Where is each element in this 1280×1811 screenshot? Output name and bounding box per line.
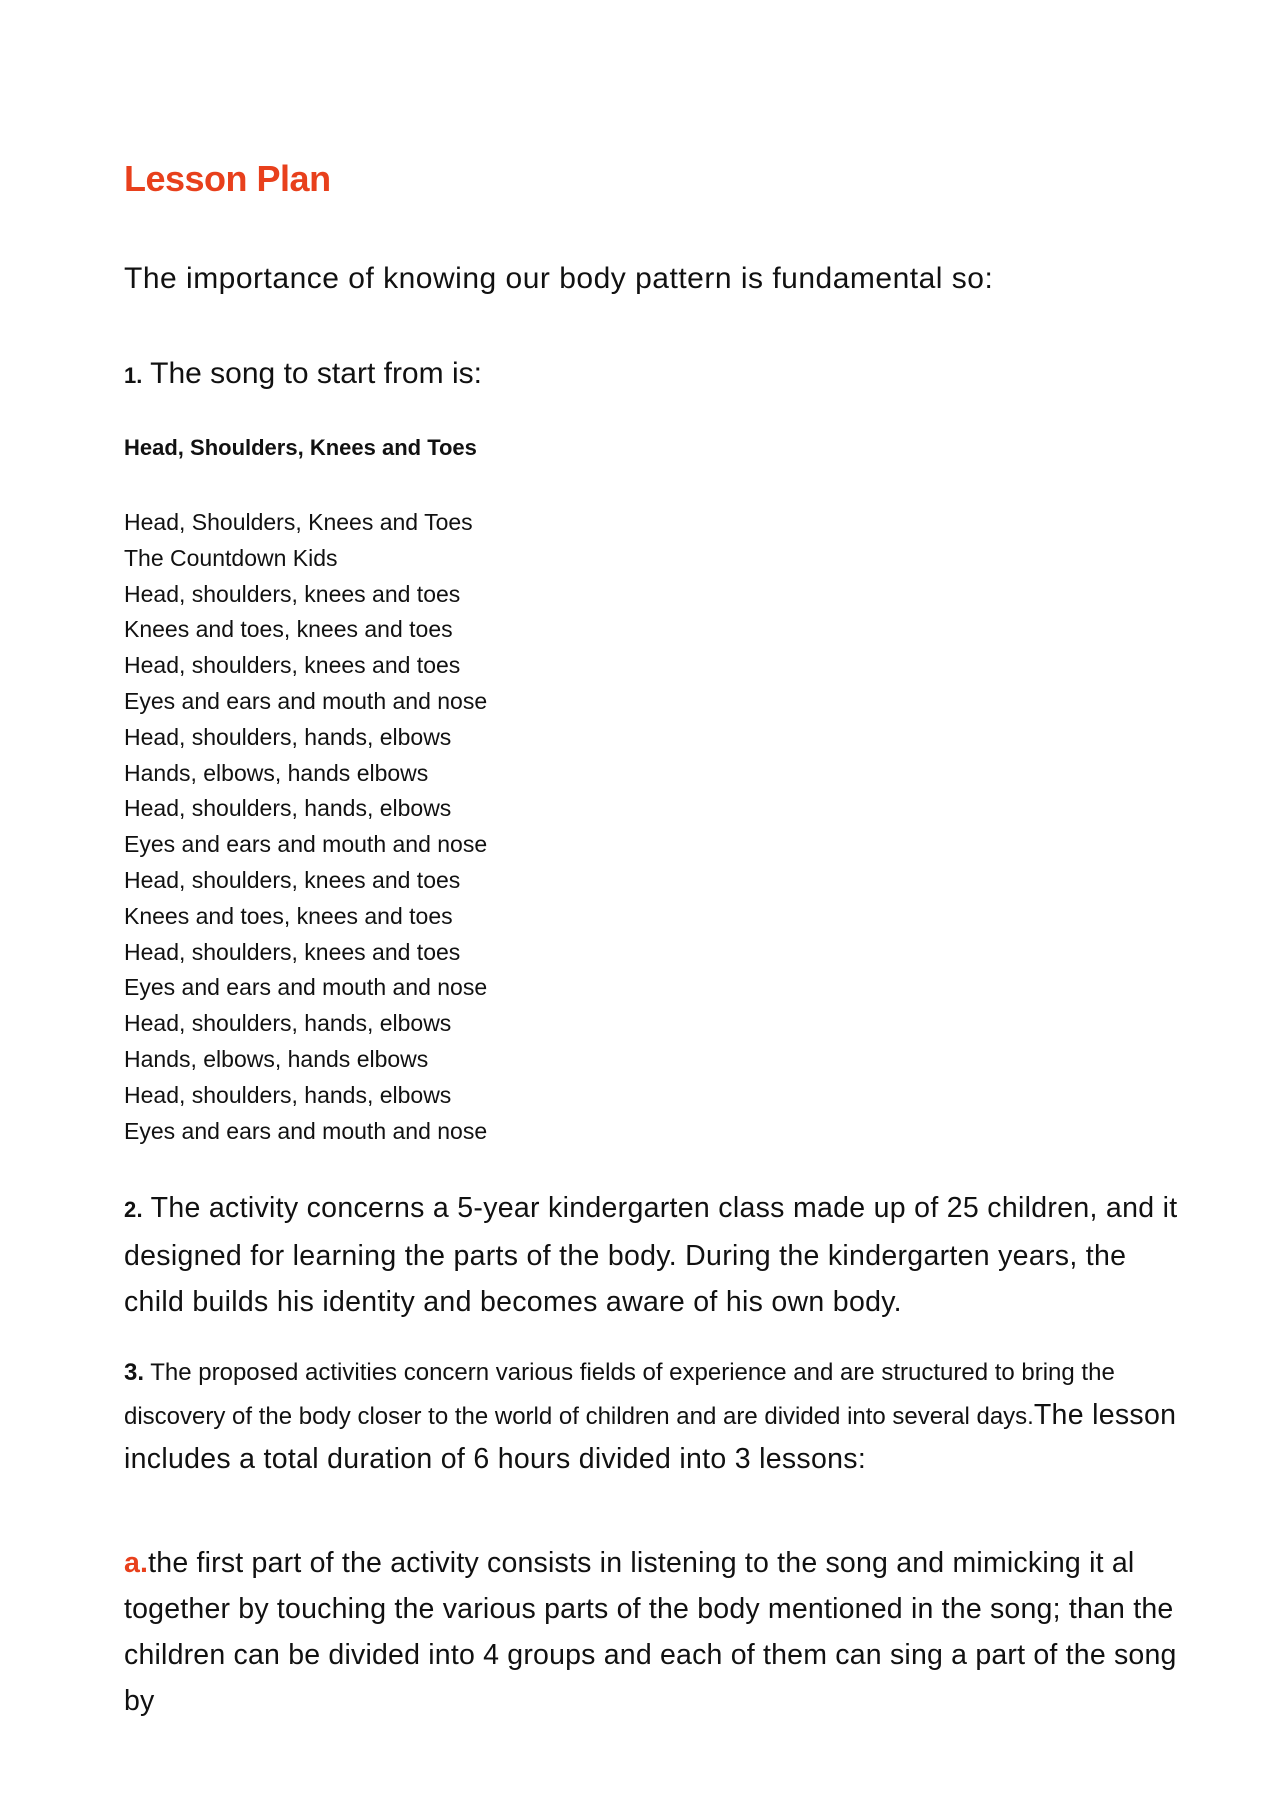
item-1 (124, 357, 482, 391)
lyric-line: Eyes and ears and mouth and nose (124, 974, 488, 1001)
lyric-line: Head, shoulders, hands, elbows (124, 795, 452, 822)
item-2 (124, 1185, 1184, 1325)
lyric-line: Eyes and ears and mouth and nose (124, 687, 488, 714)
item-3-text-large: The lesson includes a total duration of 6 hours divided into 3 lessons: (124, 1399, 1177, 1475)
lyric-line: Hands, elbows, hands elbows (124, 759, 429, 786)
item-3-text-small: The proposed activities concern various fields of experience and are structured to bring the discovery of the body closer to the world of children and are divided into several days. (124, 1359, 1115, 1430)
lyric-line: Knees and toes, knees and toes (124, 902, 453, 929)
item-1-text: The song to start from is: (150, 357, 482, 390)
lyric-line: Knees and toes, knees and toes (124, 616, 453, 643)
lyric-line: Head, Shoulders, Knees and Toes (124, 509, 473, 535)
lyric-line: Eyes and ears and mouth and nose (124, 1117, 488, 1144)
lyric-line: The Countdown Kids (124, 544, 338, 571)
lyric-line: Head, shoulders, knees and toes (124, 938, 461, 965)
lyric-line: Head, shoulders, hands, elbows (124, 1081, 452, 1108)
intro-paragraph: The importance of knowing our body pattern is fundamental so: (124, 262, 994, 295)
item-3-number: 3. (124, 1359, 145, 1386)
lyric-line: Hands, elbows, hands elbows (124, 1045, 429, 1072)
lyric-line: Head, shoulders, knees and toes (124, 866, 461, 893)
lyric-line: Head, shoulders, knees and toes (124, 580, 461, 607)
item-a (124, 1540, 1184, 1724)
lyric-line: Head, shoulders, hands, elbows (124, 723, 452, 750)
item-a-text: the first part of the activity consists in listening to the song and mimicking it al together by touching the various parts of the body mentioned in the song; than the children can be divided into 4 groups and each of them can sing a part of the song by (124, 1547, 1177, 1717)
item-3 (124, 1352, 1184, 1482)
page-title: Lesson Plan (124, 158, 331, 199)
lyric-line: Eyes and ears and mouth and nose (124, 831, 488, 858)
item-a-label: a. (124, 1547, 149, 1579)
lyric-line: Head, shoulders, knees and toes (124, 652, 461, 679)
lyric-line: Head, shoulders, hands, elbows (124, 1010, 452, 1037)
item-2-text: The activity concerns a 5-year kindergarten class made up of 25 children, and it designed for learning the parts of the body. During the kindergarten years, the child builds his identity and becomes aware of his own body. (124, 1192, 1178, 1318)
item-2-number: 2. (124, 1197, 143, 1222)
lyrics-list (124, 505, 487, 1149)
item-1-number: 1. (124, 363, 143, 388)
song-title: Head, Shoulders, Knees and Toes (124, 435, 477, 460)
